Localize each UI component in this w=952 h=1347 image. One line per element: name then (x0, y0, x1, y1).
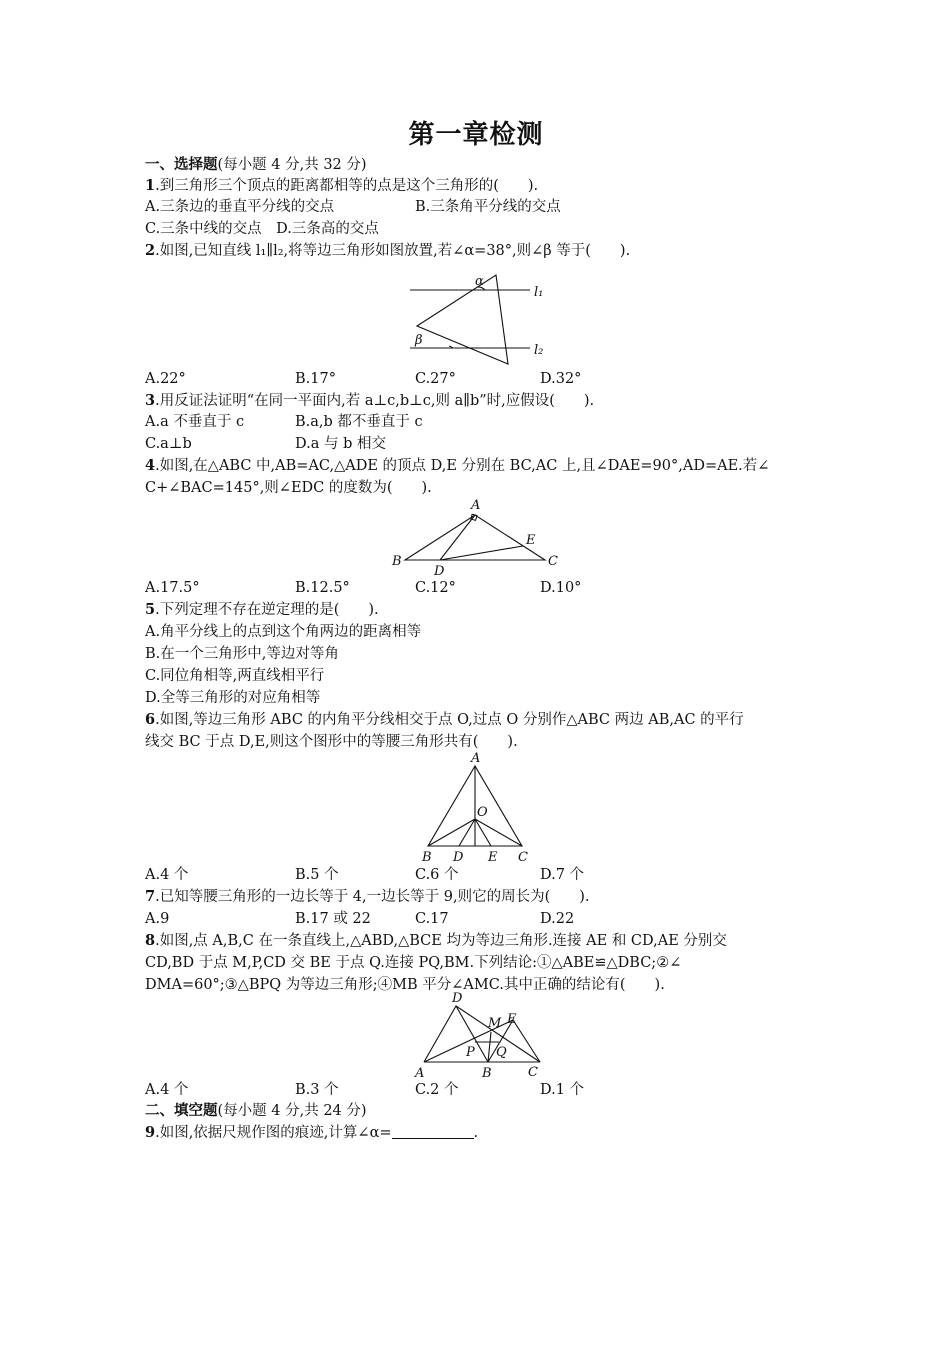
q4-option-c: C.12° (415, 580, 456, 596)
question-3 (145, 392, 594, 410)
question-number: 1 (145, 177, 156, 194)
question-5 (145, 601, 379, 619)
question-number: 6 (145, 711, 156, 728)
question-9 (145, 1124, 478, 1142)
section-2-note: (每小题 4 分,共 24 分) (217, 1103, 367, 1119)
question-number: 7 (145, 888, 156, 905)
label-c: C (548, 554, 558, 569)
q2-option-c: C.27° (415, 371, 456, 387)
label-beta: β (415, 333, 423, 348)
q4-option-a: A.17.5° (145, 580, 200, 596)
question-text: .如图,已知直线 l₁∥l₂,将等边三角形如图放置,若∠α=38°,则∠β 等于( ). (155, 243, 631, 259)
equilateral-triangle (417, 275, 508, 364)
q1-option-b: B.三条角平分线的交点 (415, 199, 561, 215)
label-b: B (392, 554, 402, 569)
question-8-cont-1: CD,BD 于点 M,P,CD 交 BE 于点 Q.连接 PQ,BM.下列结论:①△ABE≌△DBC;②∠ (145, 955, 682, 971)
q4-option-d: D.10° (540, 580, 582, 596)
q8-option-a: A.4 个 (145, 1082, 189, 1098)
q5-option-c: C.同位角相等,两直线相平行 (145, 668, 325, 684)
q6-option-d: D.7 个 (540, 867, 585, 883)
segment-ad (440, 515, 475, 560)
q5-option-a: A.角平分线上的点到这个角两边的距离相等 (145, 624, 422, 640)
label-d: D (452, 991, 463, 1006)
segment-de (440, 546, 523, 560)
q7-option-c: C.17 (415, 911, 449, 927)
figure-q2-parallel-lines (405, 268, 555, 368)
q5-option-b: B.在一个三角形中,等边对等角 (145, 646, 339, 662)
section-1-label: 一、选择题 (145, 156, 218, 173)
label-p: P (466, 1045, 475, 1060)
q3-option-b: B.a,b 都不垂直于 c (295, 414, 423, 430)
label-a: A (471, 751, 481, 766)
section-2-label: 二、填空题 (145, 1102, 218, 1119)
question-text: .如图,等边三角形 ABC 的内角平分线相交于点 O,过点 O 分别作△ABC 两边 AB,AC 的平行 (155, 712, 744, 728)
question-number: 5 (145, 601, 156, 618)
triangle-abc (405, 515, 545, 560)
label-c: C (518, 850, 528, 865)
label-l2: l₂ (534, 343, 544, 358)
q2-option-a: A.22° (145, 371, 186, 387)
label-m: M (488, 1016, 502, 1031)
bisector-b (428, 819, 475, 846)
question-8-cont-2: DMA=60°;③△BPQ 为等边三角形;④MB 平分∠AMC.其中正确的结论有( ). (145, 977, 665, 993)
label-d: D (453, 850, 464, 865)
q7-option-a: A.9 (145, 911, 170, 927)
triangle-abd (424, 1006, 488, 1062)
q3-option-d: D.a 与 b 相交 (295, 436, 386, 452)
q5-option-d: D.全等三角形的对应角相等 (145, 690, 321, 706)
bisector-c (475, 819, 522, 846)
question-4-cont: C+∠BAC=145°,则∠EDC 的度数为( ). (145, 480, 432, 496)
question-7 (145, 888, 590, 906)
question-text: .到三角形三个顶点的距离都相等的点是这个三角形的( ). (155, 178, 539, 194)
q4-option-b: B.12.5° (295, 580, 350, 596)
q8-option-c: C.2 个 (415, 1082, 459, 1098)
question-text: .如图,在△ABC 中,AB=AC,△ADE 的顶点 D,E 分别在 BC,AC 上,且∠DAE=90°,AD=AE.若∠ (155, 458, 770, 474)
question-number: 2 (145, 242, 156, 259)
q7-option-d: D.22 (540, 911, 575, 927)
question-text: .已知等腰三角形的一边长等于 4,一边长等于 9,则它的周长为( ). (155, 889, 590, 905)
label-q: Q (496, 1045, 507, 1060)
q3-option-c: C.a⊥b (145, 436, 192, 452)
label-c: C (528, 1065, 538, 1080)
question-8 (145, 932, 727, 950)
label-e: E (507, 1012, 517, 1027)
section-2-heading (145, 1102, 367, 1120)
label-e: E (526, 533, 536, 548)
question-number: 9 (145, 1124, 156, 1141)
question-text: .用反证法证明“在同一平面内,若 a⊥c,b⊥c,则 a∥b”时,应假设( ). (155, 393, 595, 409)
q6-option-a: A.4 个 (145, 867, 189, 883)
section-1-heading (145, 156, 367, 174)
label-o: O (477, 805, 488, 820)
q8-option-b: B.3 个 (295, 1082, 339, 1098)
figure-q4-triangle (390, 497, 565, 577)
q6-option-c: C.6 个 (415, 867, 459, 883)
q2-option-d: D.32° (540, 371, 582, 387)
q7-option-b: B.17 或 22 (295, 911, 371, 927)
page-title: 第一章检测 (408, 120, 544, 150)
question-6 (145, 711, 744, 729)
figure-q6-equilateral (420, 750, 535, 865)
q3-option-a: A.a 不垂直于 c (145, 414, 245, 430)
question-2 (145, 242, 630, 260)
section-1-note: (每小题 4 分,共 32 分) (217, 157, 367, 173)
label-d: D (434, 564, 445, 579)
label-a: A (471, 498, 481, 513)
q1-option-cd: C.三条中线的交点 D.三条高的交点 (145, 221, 379, 237)
question-number: 8 (145, 932, 156, 949)
label-b: B (482, 1066, 492, 1081)
label-alpha: α (475, 274, 484, 289)
question-1 (145, 177, 538, 195)
label-l1: l₁ (534, 285, 544, 300)
question-text: .如图,点 A,B,C 在一条直线上,△ABD,△BCE 均为等边三角形.连接 AE 和 CD,AE 分别交 (155, 933, 727, 949)
question-text: .下列定理不存在逆定理的是( ). (155, 602, 379, 618)
q1-option-a: A.三条边的垂直平分线的交点 (145, 199, 335, 215)
question-end: . (473, 1125, 479, 1141)
question-number: 4 (145, 457, 156, 474)
q2-option-b: B.17° (295, 371, 336, 387)
question-text: .如图,依据尺规作图的痕迹,计算∠α= (155, 1125, 392, 1141)
label-e: E (488, 850, 498, 865)
label-a: A (415, 1066, 425, 1081)
q8-option-d: D.1 个 (540, 1082, 585, 1098)
question-number: 3 (145, 392, 156, 409)
answer-blank[interactable] (392, 1124, 474, 1139)
question-6-cont: 线交 BC 于点 D,E,则这个图形中的等腰三角形共有( ). (145, 734, 518, 750)
q6-option-b: B.5 个 (295, 867, 339, 883)
label-b: B (422, 850, 432, 865)
question-4 (145, 457, 769, 475)
figure-q8-two-triangles (410, 990, 560, 1080)
